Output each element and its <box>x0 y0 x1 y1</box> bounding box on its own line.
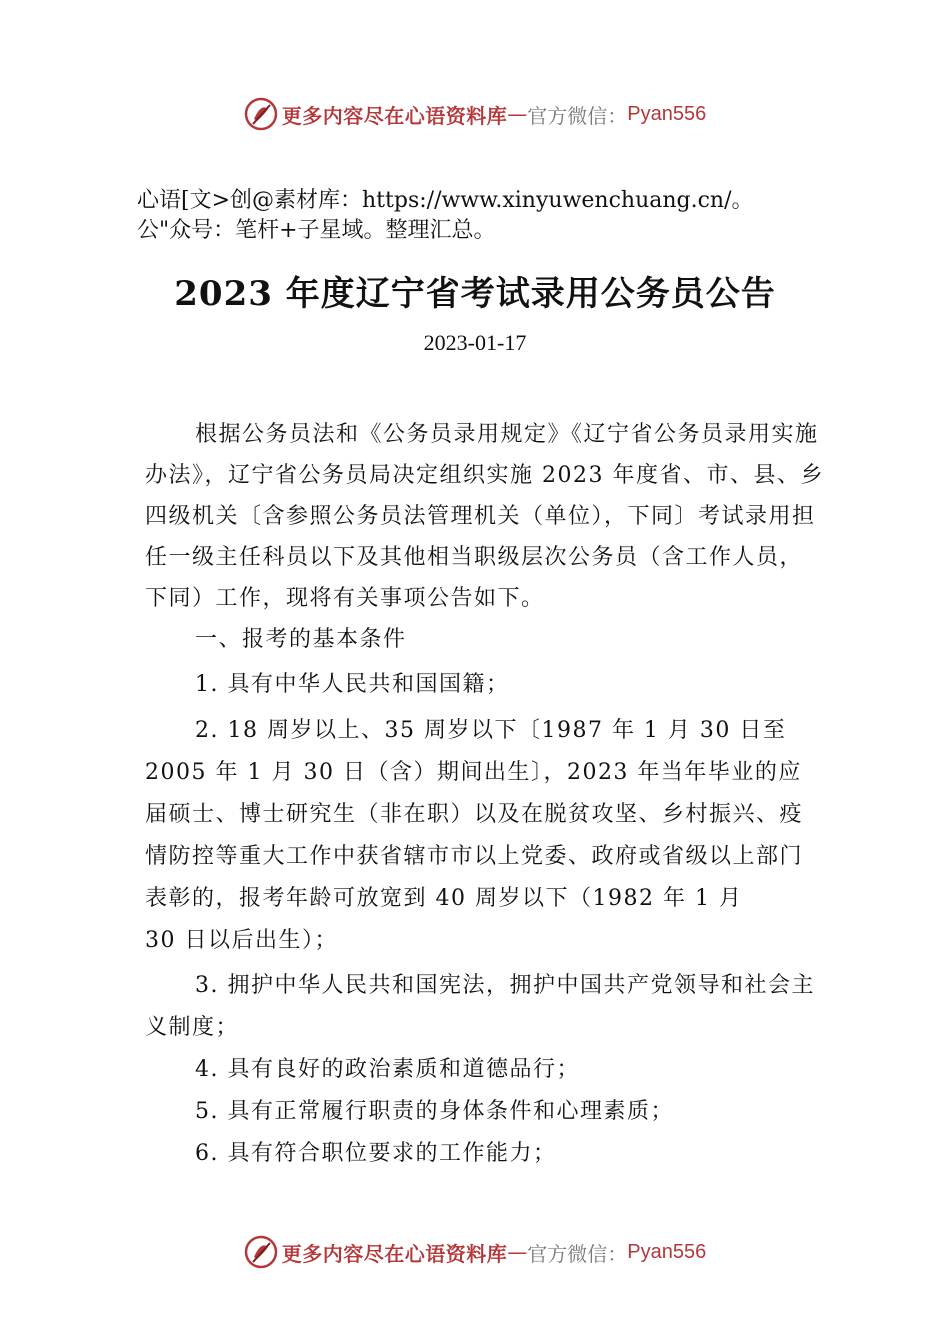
document-title: 2023 年度辽宁省考试录用公务员公告 <box>174 274 776 314</box>
watermark-main-text: 更多内容尽在心语资料库 <box>281 1241 508 1266</box>
source-line-url: 心语[文>创@素材库：https://www.xinyuwenchuang.cn/。 <box>137 188 754 213</box>
condition-item-1: 1. 具有中华人民共和国国籍； <box>195 672 510 697</box>
watermark-wechat-id: Pyan556 <box>627 102 707 125</box>
condition-item-6: 6. 具有符合职位要求的工作能力； <box>195 1141 557 1166</box>
condition-item-2: 2. 18 周岁以上、35 周岁以下〔1987 年 1 月 30 日至 2005 年 1 月 30 日（含）期间出生〕，2023 年当年毕业的应届硕士、博士研究生（非在职）以及在脱贫攻坚、乡村振兴、疫情防控等重大工作中获省辖市市以上党委、政府或省级以上部门表彰的，报考年龄可放宽到 40 周岁以下（1982 年 1 月 <box>145 718 804 911</box>
condition-item-2-continued: 30 日以后出生）； <box>145 928 338 953</box>
watermark-wechat-id: Pyan556 <box>627 1240 707 1263</box>
source-line-account: 公"众号：笔杆+子星域。整理汇总。 <box>137 218 496 243</box>
watermark-banner-bottom <box>0 1232 950 1272</box>
watermark-dash: — <box>507 1240 528 1264</box>
section-heading: 一、报考的基本条件 <box>195 627 407 652</box>
document-body <box>145 414 825 1175</box>
document-date: 2023-01-17 <box>423 330 527 355</box>
condition-item-5: 5. 具有正常履行职责的身体条件和心理素质； <box>195 1099 674 1124</box>
watermark-wechat-label: 官方微信： <box>527 103 628 128</box>
condition-item-3: 3. 拥护中华人民共和国宪法，拥护中国共产党领导和社会主义制度； <box>145 973 815 1040</box>
condition-item-4: 4. 具有良好的政治素质和道德品行； <box>195 1057 580 1082</box>
xinyu-logo-icon <box>244 97 278 131</box>
source-note <box>137 186 857 246</box>
watermark-main-text: 更多内容尽在心语资料库 <box>281 103 508 128</box>
xinyu-logo-icon <box>244 1235 278 1269</box>
watermark-banner-top <box>0 94 950 134</box>
watermark-wechat-label: 官方微信： <box>527 1241 628 1266</box>
intro-paragraph: 根据公务员法和《公务员录用规定》《辽宁省公务员录用实施办法》，辽宁省公务员局决定组织实施 2023 年度省、市、县、乡四级机关〔含参照公务员法管理机关（单位），下同〕考试录用担任一级主任科员以下及其他相当职级层次公务员（含工作人员，下同）工作，现将有关事项公告如下。 <box>145 422 824 611</box>
watermark-dash: — <box>507 102 528 126</box>
